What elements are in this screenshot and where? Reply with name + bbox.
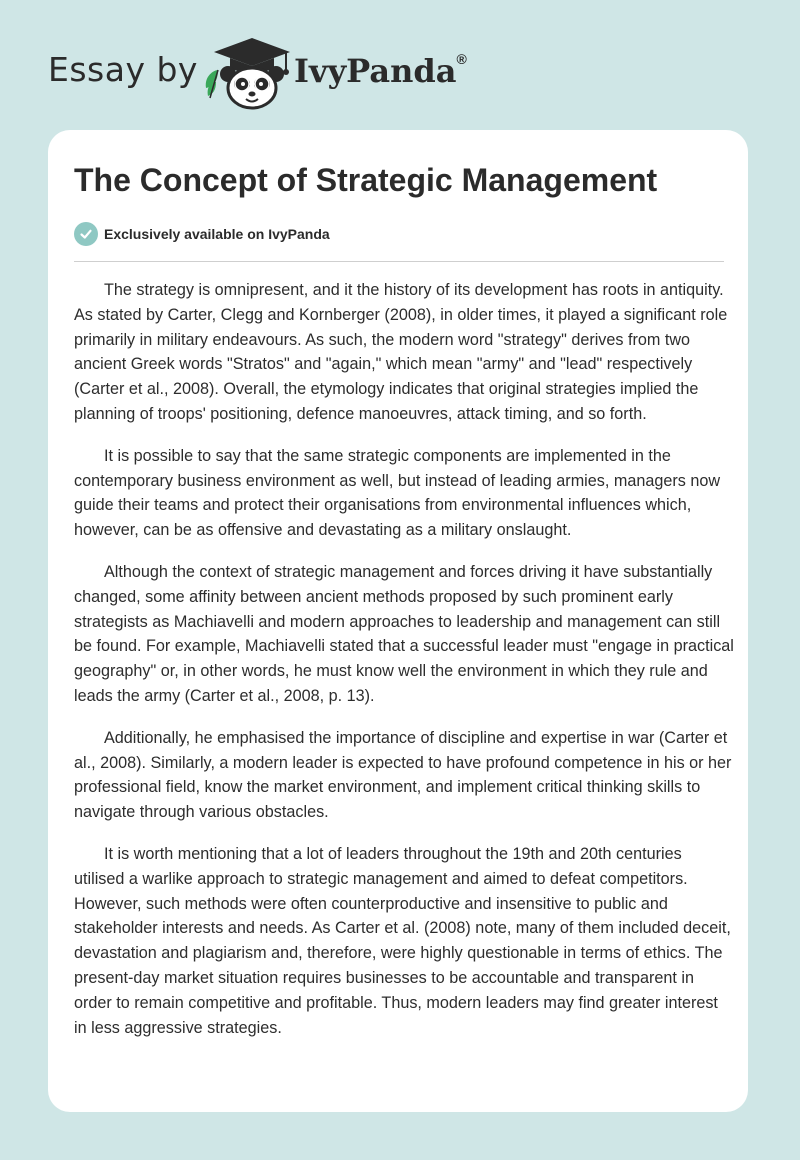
essay-card [48, 130, 748, 1112]
site-header [0, 0, 800, 130]
exclusive-badge [74, 221, 330, 247]
check-icon [74, 222, 98, 246]
brand-logo-text[interactable] [294, 52, 467, 90]
paragraph: It is possible to say that the same strategic components are implemented in the contemporary business environment as well, but instead of leading armies, managers now guide their teams and protect their organisations from environmental influences which, however, can be as offensive and devastating as a military onslaught. [74, 446, 721, 540]
divider [74, 261, 724, 262]
paragraph: The strategy is omnipresent, and it the history of its development has roots in antiquity. As stated by Carter, Clegg and Kornberger (2008), in older times, it played a significant role primarily in military endeavours. As such, the modern word "strategy" derives from two ancient Greek words "Stratos" and "again," which mean "army" and "lead" respectively (Carter et al., 2008). Overall, the etymology indicates that original strategies implied the planning of troops' positioning, defence manoeuvres, attack timing, and so forth. [74, 281, 728, 423]
trademark-symbol: ® [456, 51, 467, 68]
paragraph: It is worth mentioning that a lot of leaders throughout the 19th and 20th centuries utilised a warlike approach to strategic management and aimed to defeat competitors. However, such methods were often counterproductive and insensitive to public and stakeholder interests and needs. As Carter et al. (2008) note, many of them included deceit, devastation and plagiarism and, therefore, were highly questionable in terms of ethics. The present-day market situation requires businesses to be accountable and transparent in order to remain competitive and profitable. Thus, modern leaders may find greater interest in less aggressive strategies. [74, 844, 731, 1037]
brand-name: IvyPanda [294, 52, 457, 90]
essay-by-label: Essay by [48, 50, 198, 89]
page-title: The Concept of Strategic Management [74, 162, 658, 198]
panda-graduate-icon[interactable] [200, 36, 292, 110]
paragraph: Additionally, he emphasised the importance of discipline and expertise in war (Carter et al., 2008). Similarly, a modern leader is expected to have profound competence in his or her professional field, know the market environment, and implement critical thinking skills to navigate through various obstacles. [74, 728, 732, 822]
essay-body [74, 278, 734, 1057]
badge-text: Exclusively available on IvyPanda [104, 226, 330, 242]
paragraph: Although the context of strategic management and forces driving it have substantially changed, some affinity between ancient methods proposed by such prominent early strategists as Machiavelli and modern approaches to leadership and management can still be found. For example, Machiavelli stated that a successful leader must "engage in practical geography" or, in other words, he must know well the environment in which they rule and leads the army (Carter et al., 2008, p. 13). [74, 562, 734, 705]
